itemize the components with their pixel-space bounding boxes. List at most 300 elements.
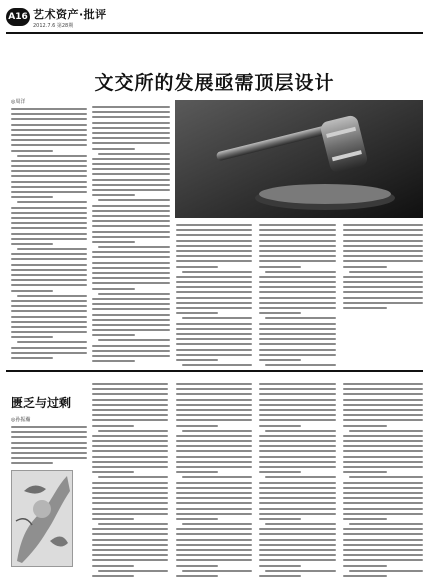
text-line (92, 225, 170, 227)
text-line (17, 295, 87, 297)
text-line (349, 271, 423, 273)
text-line (11, 316, 87, 318)
text-line (259, 354, 336, 356)
text-line (176, 549, 252, 551)
text-line (349, 523, 423, 525)
article-1-column-2 (92, 106, 170, 365)
text-line (265, 476, 336, 478)
text-line (11, 144, 87, 146)
text-line (343, 425, 387, 427)
text-line (176, 234, 252, 236)
text-line (343, 461, 423, 463)
text-line (176, 349, 252, 351)
text-line (259, 502, 336, 504)
text-line (343, 565, 387, 567)
text-line (176, 266, 218, 268)
text-line (11, 170, 87, 172)
text-line (259, 533, 336, 535)
text-line (92, 122, 170, 124)
text-line (11, 442, 87, 444)
text-line (176, 445, 252, 447)
text-line (11, 269, 87, 271)
text-line (92, 419, 168, 421)
text-line (92, 565, 134, 567)
text-line (11, 150, 53, 152)
text-line (176, 224, 252, 226)
text-line (259, 229, 336, 231)
text-line (176, 471, 218, 473)
text-line (11, 108, 87, 110)
text-line (11, 217, 87, 219)
text-line (343, 276, 423, 278)
text-line (343, 508, 423, 510)
text-line (92, 194, 135, 196)
text-line (182, 523, 252, 525)
text-line (92, 137, 170, 139)
text-line (92, 111, 170, 113)
text-line (259, 575, 301, 577)
text-line (176, 575, 218, 577)
article-separator (6, 370, 423, 372)
text-line (11, 457, 87, 459)
text-line (11, 233, 87, 235)
text-line (98, 293, 170, 295)
text-line (265, 364, 336, 366)
text-line (176, 554, 252, 556)
text-line (259, 544, 336, 546)
text-line (259, 409, 336, 411)
text-line (265, 523, 336, 525)
text-line (343, 297, 423, 299)
text-line (343, 456, 423, 458)
text-line (92, 399, 168, 401)
text-line (343, 450, 423, 452)
text-line (343, 224, 423, 226)
text-line (259, 492, 336, 494)
text-line (176, 508, 252, 510)
text-line (259, 240, 336, 242)
text-line (11, 207, 87, 209)
text-line (343, 414, 423, 416)
text-line (259, 539, 336, 541)
section-title: 艺术资产·批评 (33, 8, 107, 21)
text-line (343, 404, 423, 406)
text-line (92, 251, 170, 253)
text-line (176, 533, 252, 535)
text-line (92, 355, 170, 357)
text-line (92, 298, 170, 300)
text-line (92, 184, 170, 186)
article-1-byline: ◎周洋 (11, 99, 26, 105)
text-line (92, 466, 168, 468)
text-line (11, 436, 87, 438)
text-line (11, 186, 87, 188)
text-line (92, 559, 168, 561)
text-line (349, 570, 423, 572)
text-line (176, 260, 252, 262)
text-line (98, 339, 170, 341)
text-line (92, 513, 168, 515)
text-line (343, 383, 423, 385)
text-line (92, 267, 170, 269)
text-line (182, 317, 252, 319)
text-line (265, 570, 336, 572)
text-line (176, 281, 252, 283)
text-line (92, 215, 170, 217)
text-line (259, 435, 336, 437)
text-line (259, 323, 336, 325)
text-line (259, 482, 336, 484)
text-line (92, 461, 168, 463)
text-line (259, 250, 336, 252)
text-line (259, 359, 301, 361)
text-line (11, 352, 87, 354)
text-line (11, 290, 53, 292)
text-line (92, 334, 135, 336)
text-line (92, 210, 170, 212)
text-line (11, 279, 87, 281)
text-line (92, 435, 168, 437)
text-line (176, 513, 252, 515)
text-line (343, 492, 423, 494)
illustration-image-icon (12, 471, 72, 566)
text-line (259, 456, 336, 458)
text-line (11, 258, 87, 260)
text-line (176, 440, 252, 442)
text-line (176, 388, 252, 390)
article-1-headline: 文交所的发展亟需顶层设计 (94, 72, 335, 94)
text-line (176, 497, 252, 499)
text-line (259, 559, 336, 561)
text-line (92, 179, 170, 181)
text-line (343, 419, 423, 421)
text-line (11, 113, 87, 115)
text-line (98, 246, 170, 248)
text-line (98, 199, 170, 201)
text-line (11, 196, 53, 198)
text-line (259, 528, 336, 530)
text-line (92, 554, 168, 556)
text-line (11, 321, 87, 323)
text-line (259, 224, 336, 226)
text-line (343, 291, 423, 293)
text-line (92, 236, 170, 238)
text-line (343, 388, 423, 390)
text-line (92, 360, 135, 362)
text-line (92, 308, 170, 310)
text-line (11, 139, 87, 141)
text-line (11, 336, 53, 338)
text-line (259, 281, 336, 283)
text-line (259, 302, 336, 304)
text-line (92, 549, 168, 551)
text-line (92, 262, 170, 264)
text-line (259, 471, 301, 473)
text-line (11, 284, 87, 286)
text-line (259, 307, 336, 309)
text-line (176, 559, 252, 561)
text-line (92, 314, 170, 316)
text-line (98, 476, 168, 478)
text-line (176, 419, 252, 421)
text-line (92, 539, 168, 541)
text-line (259, 349, 336, 351)
text-line (259, 234, 336, 236)
text-line (343, 266, 387, 268)
text-line (176, 404, 252, 406)
text-line (11, 310, 87, 312)
text-line (176, 399, 252, 401)
article-2-byline: ◎孙振瀚 (11, 417, 31, 423)
text-line (176, 502, 252, 504)
text-line (11, 118, 87, 120)
text-line (343, 502, 423, 504)
text-line (176, 333, 252, 335)
text-line (98, 570, 168, 572)
text-line (92, 231, 170, 233)
text-line (343, 487, 423, 489)
text-line (176, 240, 252, 242)
text-line (176, 435, 252, 437)
text-line (92, 303, 170, 305)
text-line (98, 523, 168, 525)
text-line (259, 419, 336, 421)
page-number-badge: A16 (6, 8, 30, 26)
text-line (92, 440, 168, 442)
text-line (176, 487, 252, 489)
text-line (17, 155, 87, 157)
text-line (343, 533, 423, 535)
text-line (92, 205, 170, 207)
text-line (259, 383, 336, 385)
text-line (92, 471, 134, 473)
text-line (176, 492, 252, 494)
text-line (259, 404, 336, 406)
text-line (11, 227, 87, 229)
text-line (92, 404, 168, 406)
text-line (176, 450, 252, 452)
text-line (259, 440, 336, 442)
text-line (259, 255, 336, 257)
text-line (259, 286, 336, 288)
text-line (343, 307, 387, 309)
text-line (182, 570, 252, 572)
text-line (11, 124, 87, 126)
text-line (176, 291, 252, 293)
text-line (176, 528, 252, 530)
text-line (265, 317, 336, 319)
text-line (92, 148, 135, 150)
text-line (259, 466, 336, 468)
article-2-headline: 匮乏与过剩 (11, 396, 72, 410)
text-line (259, 508, 336, 510)
text-line (92, 173, 170, 175)
text-line (343, 245, 423, 247)
text-line (92, 445, 168, 447)
text-line (17, 201, 87, 203)
text-line (343, 302, 423, 304)
text-line (92, 409, 168, 411)
article-1-column-5 (343, 224, 423, 312)
issue-date: 2012.7.6 第28期 (33, 23, 74, 29)
text-line (259, 497, 336, 499)
text-line (92, 350, 170, 352)
text-line (259, 549, 336, 551)
text-line (343, 497, 423, 499)
text-line (343, 409, 423, 411)
text-line (343, 544, 423, 546)
text-line (349, 430, 423, 432)
text-line (11, 165, 87, 167)
text-line (176, 302, 252, 304)
text-line (92, 528, 168, 530)
text-line (259, 554, 336, 556)
text-line (176, 518, 218, 520)
text-line (265, 271, 336, 273)
text-line (176, 544, 252, 546)
text-line (259, 425, 301, 427)
text-line (343, 250, 423, 252)
text-line (11, 222, 87, 224)
article-1-column-4 (259, 224, 336, 369)
text-line (92, 163, 170, 165)
text-line (11, 426, 87, 428)
text-line (92, 282, 170, 284)
text-line (11, 238, 87, 240)
text-line (176, 343, 252, 345)
text-line (259, 245, 336, 247)
text-line (343, 482, 423, 484)
article-1-column-1 (11, 108, 87, 362)
text-line (259, 513, 336, 515)
text-line (92, 388, 168, 390)
text-line (92, 345, 170, 347)
text-line (176, 323, 252, 325)
text-line (259, 399, 336, 401)
text-line (92, 502, 168, 504)
text-line (92, 189, 170, 191)
text-line (92, 456, 168, 458)
text-line (343, 255, 423, 257)
text-line (92, 277, 170, 279)
text-line (92, 256, 170, 258)
text-line (92, 533, 168, 535)
text-line (176, 461, 252, 463)
article-2-column-4 (259, 383, 336, 580)
text-line (11, 300, 87, 302)
text-line (92, 116, 170, 118)
text-line (92, 393, 168, 395)
text-line (92, 450, 168, 452)
text-line (259, 445, 336, 447)
text-line (11, 347, 87, 349)
text-line (17, 248, 87, 250)
text-line (259, 450, 336, 452)
text-line (259, 260, 336, 262)
text-line (92, 158, 170, 160)
text-line (92, 482, 168, 484)
text-line (259, 461, 336, 463)
text-line (176, 250, 252, 252)
text-line (11, 181, 87, 183)
text-line (343, 260, 423, 262)
text-line (92, 544, 168, 546)
text-line (343, 559, 423, 561)
text-line (343, 445, 423, 447)
text-line (176, 359, 218, 361)
text-line (343, 528, 423, 530)
text-line (11, 452, 87, 454)
text-line (176, 354, 252, 356)
text-line (343, 399, 423, 401)
text-line (259, 565, 301, 567)
text-line (92, 425, 134, 427)
text-line (176, 312, 218, 314)
text-line (176, 466, 252, 468)
text-line (176, 297, 252, 299)
text-line (92, 508, 168, 510)
text-line (92, 324, 170, 326)
text-line (92, 329, 170, 331)
text-line (11, 264, 87, 266)
text-line (92, 142, 170, 144)
text-line (98, 430, 168, 432)
text-line (98, 153, 170, 155)
text-line (343, 229, 423, 231)
text-line (176, 383, 252, 385)
article-2-column-3 (176, 383, 252, 580)
text-line (176, 425, 218, 427)
text-line (176, 245, 252, 247)
text-line (176, 409, 252, 411)
text-line (11, 134, 87, 136)
text-line (265, 430, 336, 432)
text-line (92, 127, 170, 129)
text-line (259, 266, 301, 268)
text-line (92, 414, 168, 416)
article-1-column-3 (176, 224, 252, 369)
text-line (182, 476, 252, 478)
text-line (11, 447, 87, 449)
text-line (259, 338, 336, 340)
text-line (349, 476, 423, 478)
text-line (259, 393, 336, 395)
text-line (92, 168, 170, 170)
text-line (259, 518, 301, 520)
text-line (182, 364, 252, 366)
text-line (11, 243, 53, 245)
text-line (259, 312, 301, 314)
text-line (92, 220, 170, 222)
text-line (176, 255, 252, 257)
article-2-column-1-top (11, 426, 87, 468)
text-line (176, 414, 252, 416)
text-line (259, 328, 336, 330)
text-line (343, 393, 423, 395)
text-line (11, 129, 87, 131)
text-line (259, 388, 336, 390)
article-2-column-5 (343, 383, 423, 580)
text-line (176, 393, 252, 395)
text-line (92, 575, 134, 577)
text-line (343, 435, 423, 437)
text-line (92, 288, 135, 290)
text-line (259, 343, 336, 345)
text-line (176, 539, 252, 541)
text-line (92, 497, 168, 499)
text-line (343, 575, 387, 577)
text-line (11, 212, 87, 214)
